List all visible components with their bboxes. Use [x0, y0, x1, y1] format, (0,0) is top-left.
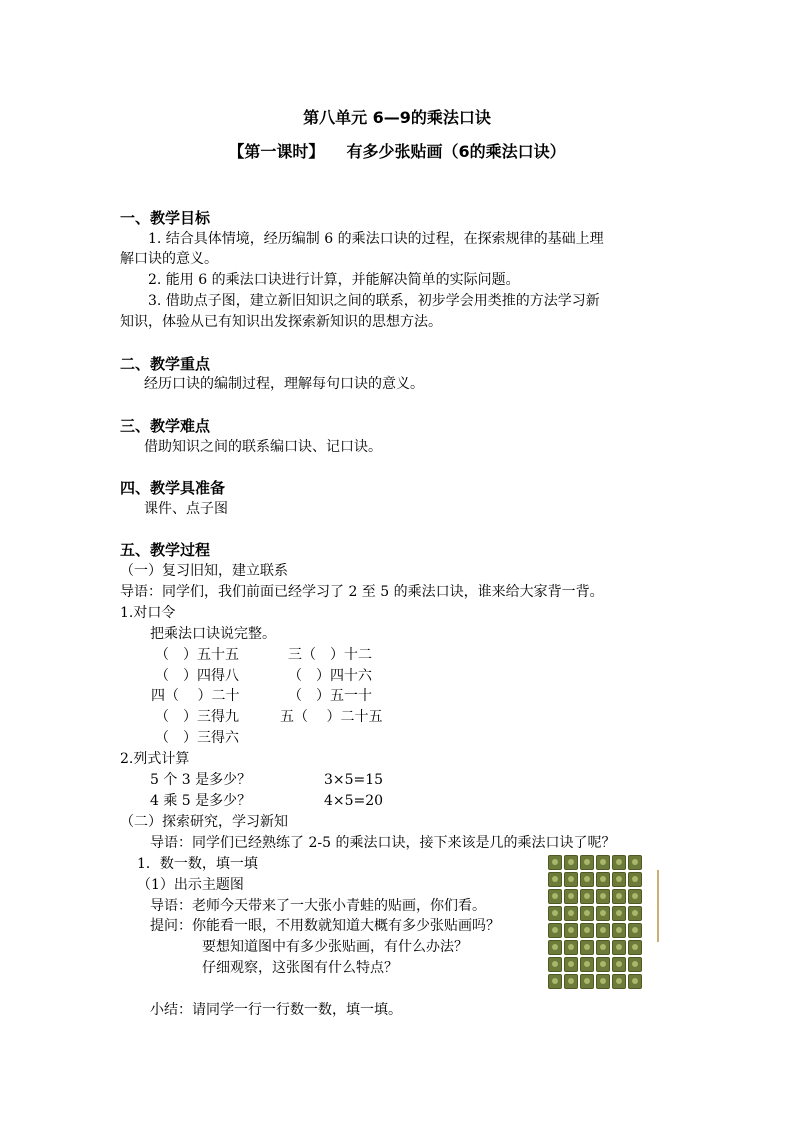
frog-sticker	[580, 872, 594, 887]
frog-sticker	[580, 940, 594, 955]
frog-sticker	[612, 923, 626, 938]
step-1: 1．数一数，填一填	[137, 856, 258, 872]
frog-sticker	[548, 855, 562, 870]
frog-sticker	[596, 940, 610, 955]
dialogue-3: 要想知道图中有多少张贴画，有什么办法？	[202, 939, 468, 955]
frog-sticker	[596, 923, 610, 938]
frog-sticker	[564, 889, 578, 904]
frog-sticker	[612, 889, 626, 904]
frog-sticker	[612, 940, 626, 955]
lesson-label: 【第一课时】	[228, 142, 325, 161]
frog-sticker	[564, 957, 578, 972]
frog-sticker	[548, 974, 562, 989]
quiz-left-3: 四（ ）二十	[151, 688, 240, 704]
calc-answer-2: 4×5=20	[324, 793, 384, 809]
frog-sticker	[580, 957, 594, 972]
frog-sticker	[596, 889, 610, 904]
frog-sticker	[548, 923, 562, 938]
frog-sticker	[548, 906, 562, 921]
frog-sticker	[628, 855, 642, 870]
lesson-title	[0, 141, 794, 163]
frog-sticker	[628, 940, 642, 955]
unit-title: 第八单元 6—9的乘法口诀	[303, 108, 491, 127]
quiz-right-3: （ ）五一十	[288, 688, 372, 704]
frog-sticker	[580, 974, 594, 989]
frog-sticker	[580, 855, 594, 870]
frog-sticker	[628, 974, 642, 989]
item-2: 2.列式计算	[120, 751, 190, 767]
frog-sticker	[548, 957, 562, 972]
quiz-left-1: （ ）五十五	[155, 647, 239, 663]
section-heading-materials: 四、教学具准备	[120, 479, 226, 497]
quiz-left-4: （ ）三得九	[155, 709, 239, 725]
frog-sticker	[596, 855, 610, 870]
process-intro2: 导语：同学们已经熟练了 2-5 的乘法口诀，接下来该是几的乘法口诀了呢？	[150, 835, 616, 851]
frog-sticker	[548, 889, 562, 904]
frog-sticker	[548, 872, 562, 887]
frog-sticker	[564, 974, 578, 989]
objective-1b: 解口诀的意义。	[120, 251, 218, 267]
calc-answer-1: 3×5=15	[324, 772, 384, 788]
step-1a: （1）出示主题图	[137, 877, 244, 893]
objective-3a: 3. 借助点子图，建立新旧知识之间的联系，初步学会用类推的方法学习新	[148, 293, 600, 309]
frog-sticker	[612, 872, 626, 887]
frog-sticker-image	[548, 855, 642, 989]
dialogue-4: 仔细观察，这张图有什么特点？	[202, 960, 398, 976]
frog-sticker	[612, 906, 626, 921]
frog-sticker	[612, 957, 626, 972]
difficulties-text: 借助知识之间的联系编口诀、记口诀。	[144, 439, 382, 455]
frog-sticker	[628, 906, 642, 921]
dialogue-2: 提问：你能看一眼，不用数就知道大概有多少张贴画吗？	[150, 918, 500, 934]
frog-sticker	[596, 974, 610, 989]
quiz-right-2: （ ）四十六	[288, 668, 372, 684]
frog-sticker	[564, 923, 578, 938]
key-points-text: 经历口诀的编制过程，理解每句口诀的意义。	[144, 376, 424, 392]
materials-text: 课件、点子图	[144, 501, 228, 517]
frog-sticker	[612, 855, 626, 870]
item-1-desc: 把乘法口诀说完整。	[150, 626, 276, 642]
frog-sticker	[564, 872, 578, 887]
frog-sticker	[612, 974, 626, 989]
objective-1a: 1. 结合具体情境，经历编制 6 的乘法口诀的过程，在探索规律的基础上理	[148, 231, 604, 247]
process-part1: （一）复习旧知，建立联系	[120, 563, 288, 579]
image-edge-strip	[657, 870, 659, 942]
item-1: 1.对口令	[120, 605, 176, 621]
frog-sticker	[628, 889, 642, 904]
section-heading-key-points: 二、教学重点	[120, 355, 211, 373]
frog-sticker	[596, 957, 610, 972]
summary: 小结：请同学一行一行数一数，填一填。	[150, 1002, 402, 1018]
frog-sticker	[564, 855, 578, 870]
section-heading-process: 五、教学过程	[120, 541, 211, 559]
frog-sticker	[628, 957, 642, 972]
quiz-right-4: 五（ ）二十五	[280, 709, 383, 725]
process-part2: （二）探索研究，学习新知	[120, 814, 288, 830]
frog-sticker	[564, 940, 578, 955]
frog-sticker	[596, 872, 610, 887]
frog-sticker	[628, 923, 642, 938]
frog-sticker	[596, 906, 610, 921]
objective-3b: 知识，体验从已有知识出发探索新知识的思想方法。	[120, 314, 442, 330]
dialogue-1: 导语：老师今天带来了一大张小青蛙的贴画，你们看。	[150, 898, 486, 914]
process-intro: 导语：同学们，我们前面已经学习了 2 至 5 的乘法口诀，谁来给大家背一背。	[120, 584, 604, 600]
frog-sticker	[580, 923, 594, 938]
quiz-left-5: （ ）三得六	[155, 730, 239, 746]
section-heading-difficulties: 三、教学难点	[120, 417, 211, 435]
section-heading-objectives: 一、教学目标	[120, 209, 211, 227]
quiz-right-1: 三（ ）十二	[288, 647, 372, 663]
calc-question-2: 4 乘 5 是多少？	[150, 793, 252, 809]
quiz-left-2: （ ）四得八	[155, 668, 239, 684]
calc-question-1: 5 个 3 是多少？	[150, 772, 252, 788]
lesson-topic: 有多少张贴画（6的乘法口诀）	[346, 142, 566, 161]
frog-sticker	[564, 906, 578, 921]
frog-sticker	[580, 889, 594, 904]
frog-sticker	[628, 872, 642, 887]
frog-sticker	[548, 940, 562, 955]
objective-2: 2. 能用 6 的乘法口诀进行计算，并能解决简单的实际问题。	[148, 272, 520, 288]
frog-sticker	[580, 906, 594, 921]
